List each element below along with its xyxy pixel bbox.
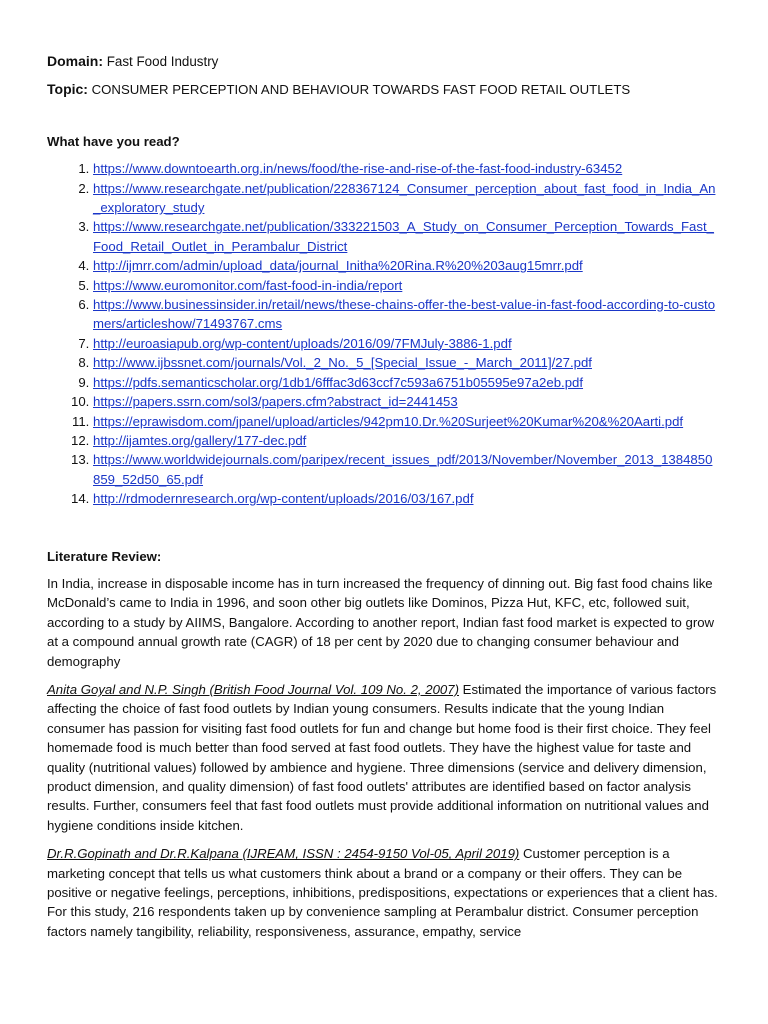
reference-link[interactable]: https://pdfs.semanticscholar.org/1db1/6fffac3d63ccf7c593a6751b05595e97a2eb.pdf	[93, 374, 584, 390]
reference-item	[93, 450, 718, 489]
domain-value: Fast Food Industry	[106, 54, 219, 69]
reference-link[interactable]: http://ijamtes.org/gallery/177-dec.pdf	[93, 432, 307, 448]
reference-link[interactable]: http://ijmrr.com/admin/upload_data/journal_Initha%20Rina.R%20%203aug15mrr.pdf	[93, 258, 583, 274]
reference-link[interactable]: https://www.researchgate.net/publication/228367124_Consumer_perception_about_fast_food_in_India_An_exploratory_study	[93, 180, 716, 216]
reference-item	[93, 373, 718, 392]
literature-review-heading: Literature Review:	[47, 548, 162, 564]
reference-item	[93, 353, 718, 372]
reference-item	[93, 431, 718, 450]
reference-link[interactable]: http://www.ijbssnet.com/journals/Vol._2_No._5_[Special_Issue_-_March_2011]/27.pdf	[93, 355, 592, 371]
topic-value: CONSUMER PERCEPTION AND BEHAVIOUR TOWARDS FAST FOOD RETAIL OUTLETS	[91, 82, 631, 98]
paragraph-gopinath-kalpana-text: Customer perception is a marketing concept that tells us what customers think about a brand or a company or their offers. They can be positive or negative feelings, perceptions, inhibitions, predispositions, expectations or experiences that a client has. For this study, 216 respondents taken up by convenience sampling at Perambalur district. Consumer perception factors namely tangibility, reliability, responsiveness, assurance, empathy, service	[47, 846, 718, 939]
reference-link[interactable]: https://papers.ssrn.com/sol3/papers.cfm?abstract_id=2441453	[93, 394, 458, 410]
reference-item	[93, 334, 718, 353]
reference-link[interactable]: https://www.researchgate.net/publication/333221503_A_Study_on_Consumer_Perception_Towards_Fast_Food_Retail_Outlet_in_Perambalur_District	[93, 219, 714, 254]
reference-item	[93, 276, 718, 295]
topic-line	[47, 80, 718, 99]
paragraph-intro: In India, increase in disposable income has in turn increased the frequency of dinning out. Big fast food chains like McDonald’s came to India in 1996, and soon other big outlets like Dominos, Pizza Hut, KFC, etc, followed suit, according to a study by AIIMS, Bangalore. According to another report, Indian fast food market is expected to grow at a compound annual growth rate (CAGR) of 18 per cent by 2020 due to changing consumer behaviour and demography	[47, 575, 715, 669]
reference-link[interactable]: https://www.businessinsider.in/retail/news/these-chains-offer-the-best-value-in-fast-food-according-to-customers/articleshow/71493767.cms	[93, 297, 716, 332]
paragraph-goyal-singh	[47, 680, 718, 835]
paragraph-gopinath-kalpana	[47, 844, 718, 941]
reference-link[interactable]: http://rdmodernresearch.org/wp-content/uploads/2016/03/167.pdf	[93, 491, 474, 507]
read-heading: What have you read?	[47, 133, 180, 149]
paragraph-goyal-singh-text: Estimated the importance of various factors affecting the choice of fast food outlets by Indian young consumers. Results indicate that the young Indian consumer has passion for visiting fast food outlets for fun and change but home food is their first choice. They feel homemade food is much better than food served at fast food outlets. They have the highest value for taste and quality (nutritional values) followed by ambience and hygiene. Three dimensions (service and delivery dimension, product dimension, and quality dimension) of fast food outlets' attributes are identified based on factor analysis results. Further, consumers feel that fast food outlets must provide additional information on nutritional values and hygiene conditions inside kitchen.	[47, 681, 717, 833]
reference-item	[93, 159, 718, 178]
citation-goyal-singh: Anita Goyal and N.P. Singh (British Food Journal Vol. 109 No. 2, 2007)	[47, 681, 459, 697]
reference-item	[93, 392, 718, 411]
citation-gopinath-kalpana: Dr.R.Gopinath and Dr.R.Kalpana (IJREAM, ISSN : 2454-9150 Vol-05, April 2019)	[47, 846, 520, 862]
reference-list	[47, 159, 718, 508]
reference-item	[93, 412, 718, 431]
reference-link[interactable]: https://eprawisdom.com/jpanel/upload/articles/942pm10.Dr.%20Surjeet%20Kumar%20&%20Aarti.pdf	[93, 413, 684, 429]
reference-link[interactable]: https://www.euromonitor.com/fast-food-in-india/report	[93, 277, 403, 293]
reference-item	[93, 179, 718, 218]
domain-label: Domain:	[47, 53, 103, 69]
reference-item	[93, 295, 718, 334]
domain-line	[47, 52, 718, 71]
topic-label: Topic:	[47, 81, 88, 98]
reference-item	[93, 217, 718, 256]
reference-link[interactable]: https://www.worldwidejournals.com/paripex/recent_issues_pdf/2013/November/November_2013_1384850859_52d50_65.pdf	[93, 452, 713, 487]
reference-link[interactable]: https://www.downtoearth.org.in/news/food/the-rise-and-rise-of-the-fast-food-industry-63452	[93, 161, 623, 177]
reference-item	[93, 256, 718, 275]
reference-item	[93, 489, 718, 508]
reference-link[interactable]: http://euroasiapub.org/wp-content/uploads/2016/09/7FMJuly-3886-1.pdf	[93, 335, 512, 351]
